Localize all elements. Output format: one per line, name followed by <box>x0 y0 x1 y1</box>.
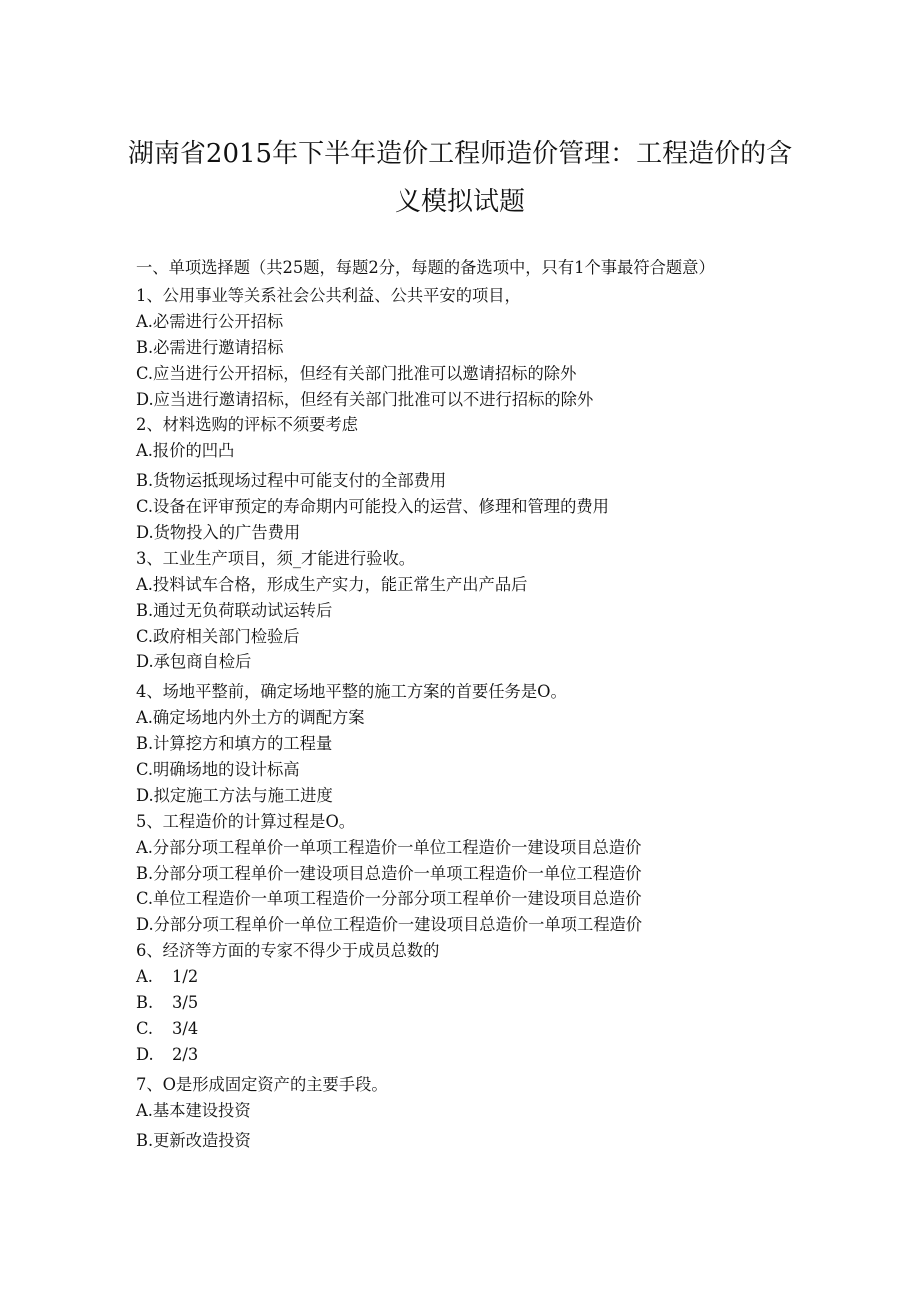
answer-option: C.明确场地的设计标高 <box>136 760 300 780</box>
option-value: 1/2 <box>172 967 199 987</box>
option-value: 2/3 <box>172 1044 199 1064</box>
answer-option <box>136 1016 786 1042</box>
option-label: C. <box>136 1018 154 1038</box>
answer-option: A.报价的凹凸 <box>136 441 235 461</box>
question-stem: 4、场地平整前，确定场地平整的施工方案的首要任务是O。 <box>136 682 567 702</box>
answer-option: B.货物运抵现场过程中可能支付的全部费用 <box>136 471 447 491</box>
question-stem: 2、材料选购的评标不须要考虑 <box>136 415 359 435</box>
answer-option <box>136 964 786 990</box>
answer-option: A.基本建设投资 <box>136 1100 251 1120</box>
answer-option: D.货物投入的广告费用 <box>136 523 301 543</box>
question-stem: 6、经济等方面的专家不得少于成员总数的 <box>136 941 440 961</box>
answer-option: D.承包商自检后 <box>136 652 252 672</box>
question-stem: 3、工业生产项目，须_才能进行验收。 <box>136 548 416 568</box>
answer-option <box>136 990 786 1016</box>
document-title-line1: 湖南省2015年下半年造价工程师造价管理：工程造价的含 <box>127 139 793 169</box>
question-stem: 5、工程造价的计算过程是O。 <box>136 811 356 831</box>
document-title-line2: 义模拟试题 <box>394 187 525 217</box>
answer-option: A.分部分项工程单价一单项工程造价一单位工程造价一建设项目总造价 <box>136 837 642 857</box>
option-value: 3/4 <box>172 1018 199 1038</box>
answer-option: D.应当进行邀请招标，但经有关部门批准可以不进行招标的除外 <box>136 389 594 409</box>
document-body <box>136 256 786 1153</box>
answer-option: B.通过无负荷联动试运转后 <box>136 600 333 620</box>
answer-option: A.投料试车合格，形成生产实力，能正常生产出产品后 <box>136 574 528 594</box>
answer-option: D.分部分项工程单价一单位工程造价一建设项目总造价一单项工程造价 <box>136 915 643 935</box>
option-value: 3/5 <box>172 993 199 1013</box>
option-label: B. <box>136 993 154 1013</box>
answer-option: B.计算挖方和填方的工程量 <box>136 734 333 754</box>
answer-option: A.必需进行公开招标 <box>136 311 284 331</box>
answer-option <box>136 1042 786 1068</box>
answer-option: B.必需进行邀请招标 <box>136 337 284 357</box>
answer-option: C.单位工程造价一单项工程造价一分部分项工程单价一建设项目总造价 <box>136 889 642 909</box>
answer-option: B.分部分项工程单价一建设项目总造价一单项工程造价一单位工程造价 <box>136 863 642 883</box>
question-stem: 1、公用事业等关系社会公共利益、公共平安的项目， <box>136 286 521 305</box>
question-stem: 7、O是形成固定资产的主要手段。 <box>136 1074 388 1094</box>
answer-option: C.政府相关部门检验后 <box>136 626 300 646</box>
answer-option: A.确定场地内外土方的调配方案 <box>136 708 365 728</box>
answer-option: C.设备在评审预定的寿命期内可能投入的运营、修理和管理的费用 <box>136 497 609 517</box>
answer-option: C.应当进行公开招标，但经有关部门批准可以邀请招标的除外 <box>136 363 577 383</box>
option-label: D. <box>136 1044 154 1064</box>
section-header: 一、单项选择题（共25题，每题2分，每题的备选项中，只有1个事最符合题意） <box>136 258 715 277</box>
answer-option: D.拟定施工方法与施工进度 <box>136 785 333 805</box>
option-label: A. <box>136 967 153 987</box>
answer-option: B.更新改造投资 <box>136 1130 251 1150</box>
